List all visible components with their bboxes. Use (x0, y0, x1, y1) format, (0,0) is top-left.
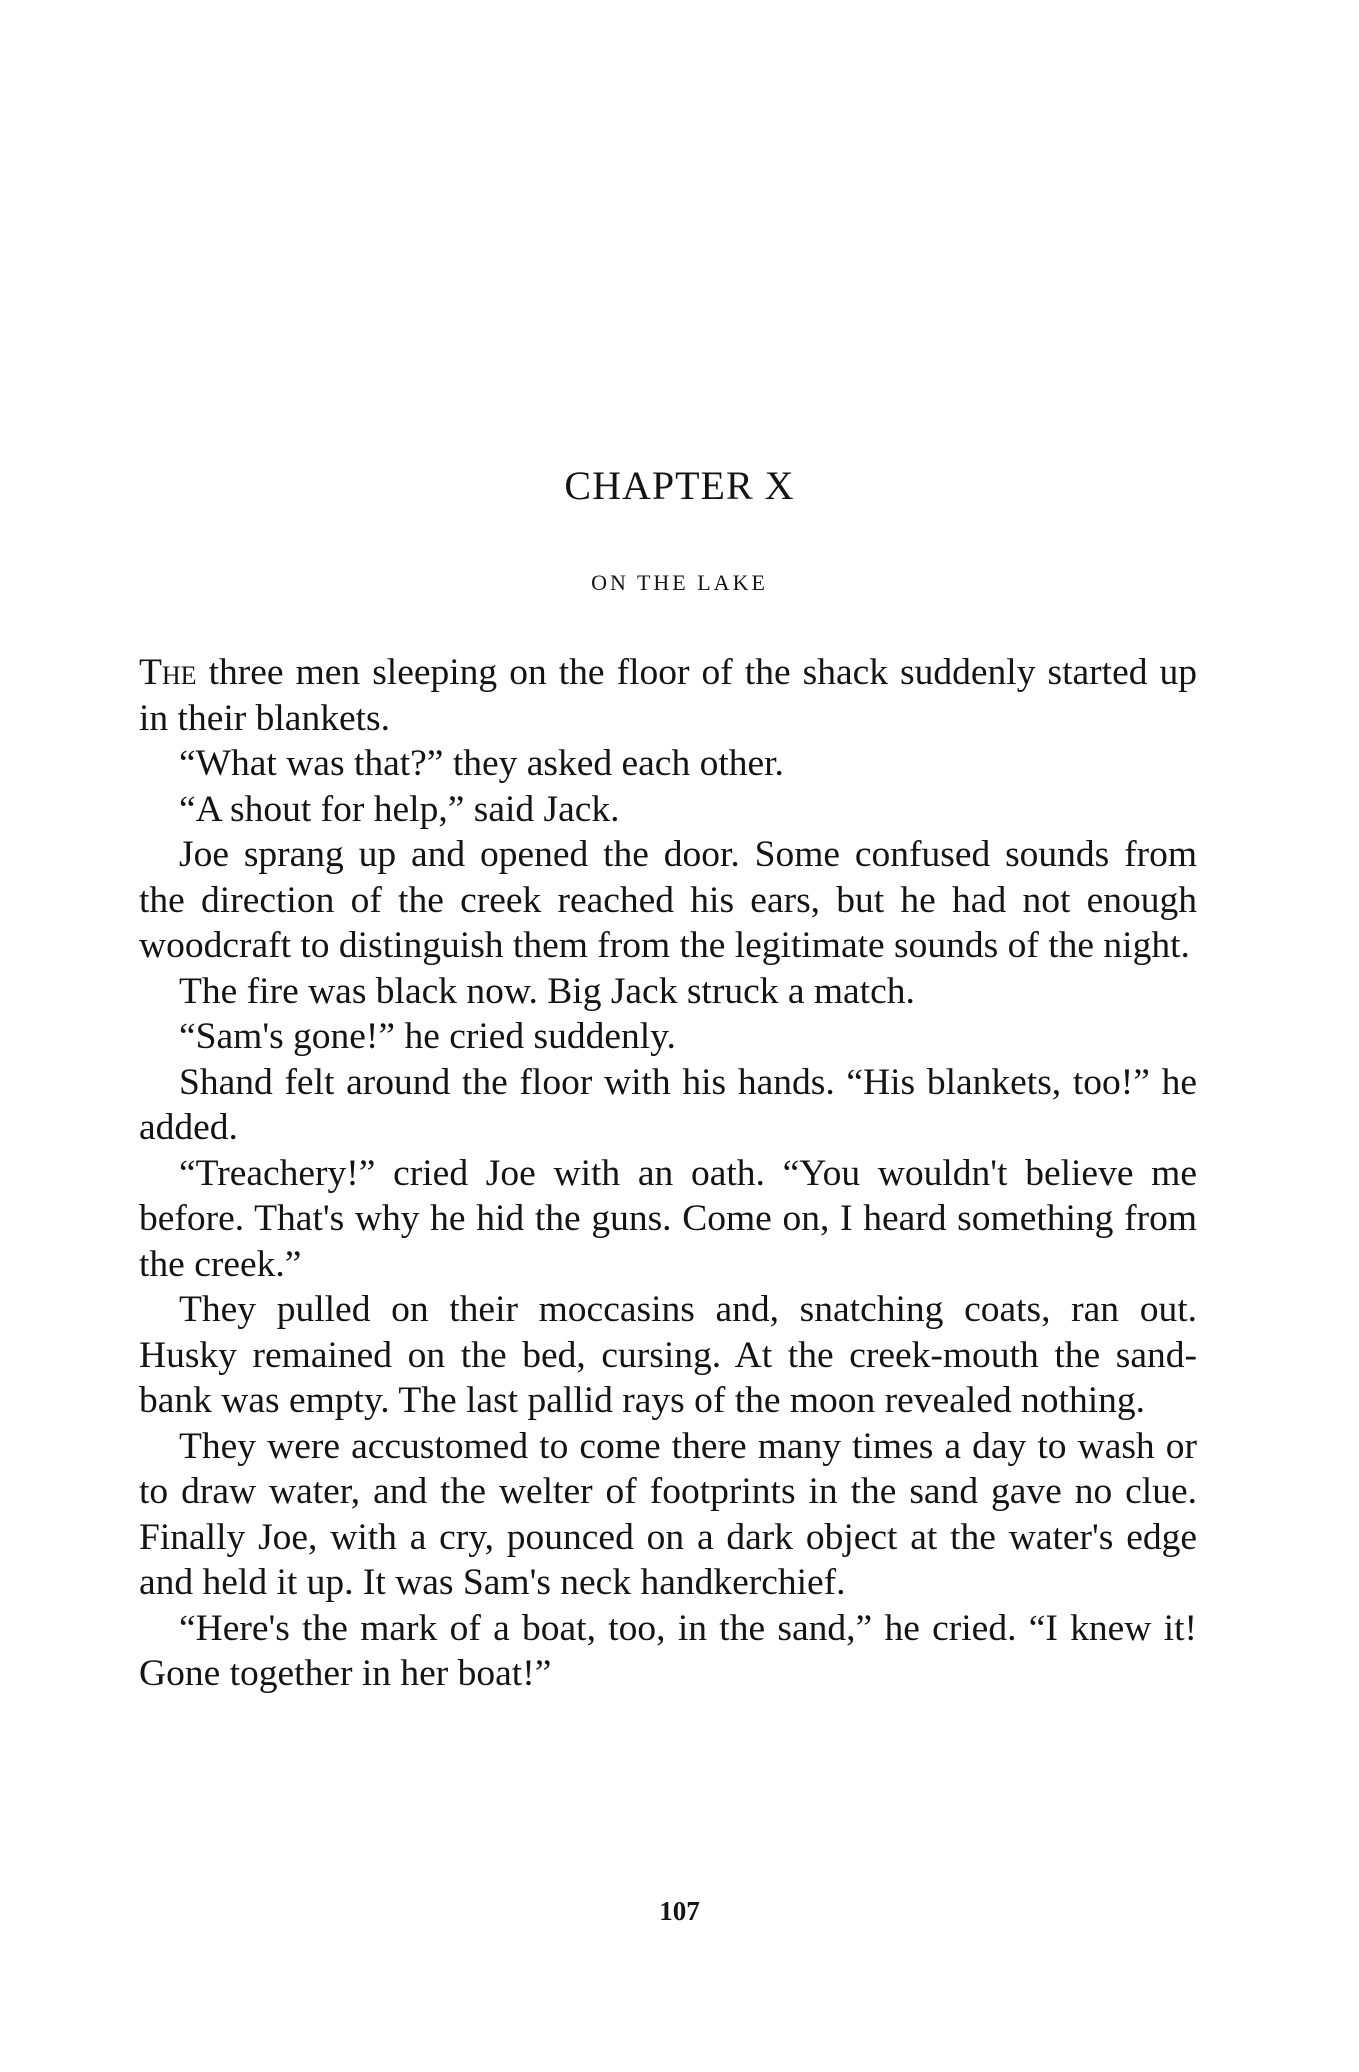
paragraph: “What was that?” they asked each other. (179, 743, 784, 784)
paragraph: The fire was black now. Big Jack struck a match. (179, 970, 915, 1012)
paragraph-lead-word: The (139, 652, 197, 693)
paragraph: They were accustomed to come there many times a day to wash or to draw water, and the welter of footprints in the sand gave no clue. Finally Joe, with a cry, pounced on a dark object at the water's edge and held it up. It was Sam's neck handkerchief. (139, 1425, 1197, 1603)
paragraph: They pulled on their moccasins and, snatching coats, ran out. Husky remained on the bed, cursing. At the creek-mouth the sand-bank was empty. The last pallid rays of the moon revealed nothing. (139, 1289, 1197, 1421)
paragraph-text: three men sleeping on the floor of the shack suddenly started up in their blankets. (139, 652, 1197, 739)
paragraph: “A shout for help,” said Jack. (179, 788, 620, 830)
chapter-subtitle: ON THE LAKE (591, 570, 768, 595)
paragraph: “Sam's gone!” he cried suddenly. (179, 1016, 676, 1057)
chapter-title: CHAPTER X (564, 463, 795, 508)
paragraph (139, 650, 1197, 741)
paragraph: Joe sprang up and opened the door. Some confused sounds from the direction of the creek reached his ears, but he had not enough woodcraft to distinguish them from the legitimate sounds of the night. (139, 834, 1197, 966)
paragraph: Shand felt around the floor with his hands. “His blankets, too!” he added. (139, 1061, 1197, 1148)
paragraph: “Treachery!” cried Joe with an oath. “You wouldn't believe me before. That's why he hid the guns. Come on, I heard something from the creek.” (139, 1152, 1197, 1285)
paragraph: “Here's the mark of a boat, too, in the sand,” he cried. “I knew it! Gone together in her boat!” (139, 1607, 1197, 1694)
chapter-body (139, 650, 1197, 1697)
page-number: 107 (659, 1896, 700, 1926)
